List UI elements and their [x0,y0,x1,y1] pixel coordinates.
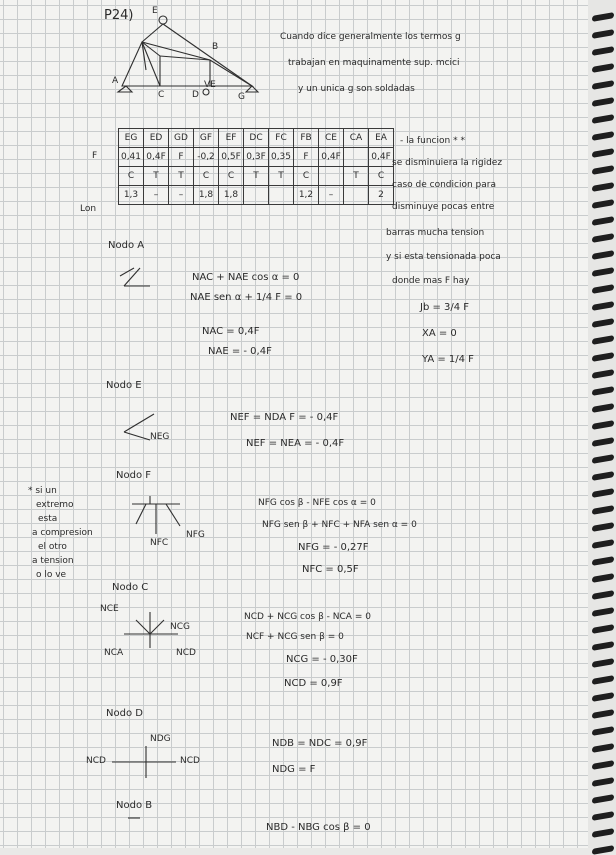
table-row-label-force: F [92,151,98,161]
table-force-cell: 0,3F [244,148,269,167]
side-note-line-6: y si esta tensionada poca [386,252,501,262]
header-note-line-1: Cuando dice generalmente los termos g [280,32,461,42]
truss-label-c: C [158,90,165,100]
table-header-cell: FC [269,129,294,148]
table-header-cell: CE [319,129,344,148]
table-row-label-length: Lon [80,204,97,214]
table-header-cell: ED [144,129,169,148]
table-length-cell: 1,8 [219,186,244,205]
side-note-line-1: - la funcion * * [400,136,465,146]
table-type-cell: T [244,167,269,186]
header-note-line-3: y un unica g son soldadas [298,84,415,94]
truss-label-g: G [238,92,245,102]
table-header-cell: GD [169,129,194,148]
side-note-line-3: caso de condicion para [392,180,496,190]
reaction-jb: Jb = 3/4 F [420,302,470,313]
node-f-label-nfg: NFG [186,530,205,540]
table-force-cell: -0,2 [194,148,219,167]
node-f-label-nfc: NFC [150,538,169,548]
node-d-title: Nodo D [106,708,143,719]
margin-note-line-2: extremo [36,500,74,510]
table-header-cell: CA [344,129,369,148]
node-c-eq-3: NCG = - 0,30F [286,654,358,665]
node-e-eq-1: NEF = NDA F = - 0,4F [230,412,339,423]
node-f-eq-4: NFC = 0,5F [302,564,359,575]
table-type-cell: C [369,167,394,186]
margin-note-line-1: * si un [28,486,57,496]
node-f-eq-1: NFG cos β - NFE cos α = 0 [258,498,376,508]
truss-label-e: E [152,6,158,16]
table-header-cell: EF [219,129,244,148]
truss-label-d: D [192,90,199,100]
table-length-cell [344,186,369,205]
node-e-eq-2: NEF = NEA = - 0,4F [246,438,345,449]
node-e-label-neg: NEG [150,432,170,442]
table-type-cell: T [344,167,369,186]
table-force-cell: 0,4F [319,148,344,167]
side-note-line-4: disminuye pocas entre [392,202,495,212]
node-c-title: Nodo C [112,582,149,593]
table-type-cell: T [144,167,169,186]
table-length-cell [244,186,269,205]
table-force-row [119,148,394,167]
table-force-cell: 0,35 [269,148,294,167]
table-force-cell: 0,4F [144,148,169,167]
table-force-cell: 0,41 [119,148,144,167]
node-c-label-ncg: NCG [170,622,190,632]
table-length-cell: – [144,186,169,205]
node-c-eq-4: NCD = 0,9F [284,678,343,689]
node-d-label-ncd-left: NCD [86,756,106,766]
table-force-cell: F [169,148,194,167]
margin-note-line-5: el otro [38,542,67,552]
table-type-row [119,167,394,186]
side-note-line-2: se disminuiera la rigidez [392,158,503,168]
table-length-cell: – [319,186,344,205]
table-header-cell: DC [244,129,269,148]
table-force-cell [344,148,369,167]
node-c-eq-1: NCD + NCG cos β - NCA = 0 [244,612,371,622]
node-c-label-nca: NCA [104,648,124,658]
node-d-eq-2: NDG = F [272,764,316,775]
truss-outline [122,42,252,86]
table-header-row [119,129,394,148]
member-forces-table [118,128,394,205]
node-a-title: Nodo A [108,240,145,251]
reaction-xa: XA = 0 [422,328,457,339]
table-length-cell: 1,8 [194,186,219,205]
margin-note-line-4: a compresion [32,528,93,538]
node-a-eq-4: NAE = - 0,4F [208,346,272,357]
table-header-cell: GF [194,129,219,148]
problem-label: P24) [104,8,134,23]
node-a-eq-1: NAC + NAE cos α = 0 [192,272,300,283]
node-d-eq-1: NDB = NDC = 0,9F [272,738,368,749]
table-header-cell: FB [294,129,319,148]
table-force-cell: F [294,148,319,167]
reaction-ya: YA = 1/4 F [422,354,474,365]
table-header-cell: EG [119,129,144,148]
node-f-title: Nodo F [116,470,151,481]
table-length-cell [269,186,294,205]
node-e-title: Nodo E [106,380,142,391]
node-c-label-ncd: NCD [176,648,196,658]
table-type-cell: C [219,167,244,186]
node-a-eq-3: NAC = 0,4F [202,326,260,337]
truss-label-a: A [112,76,119,86]
table-force-cell: 0,5F [219,148,244,167]
table-length-cell: 2 [369,186,394,205]
node-c-label-nce: NCE [100,604,119,614]
table-type-cell: C [194,167,219,186]
table-type-cell: C [294,167,319,186]
header-note-line-2: trabajan en maquinamente sup. mcici [288,58,460,68]
side-note-line-5: barras mucha tension [386,228,485,238]
table-type-cell: C [119,167,144,186]
table-length-cell: – [169,186,194,205]
table-type-cell: T [269,167,294,186]
table-type-cell [319,167,344,186]
margin-note-line-6: a tension [32,556,74,566]
node-b-eq-1: NBD - NBG cos β = 0 [266,822,371,833]
node-c-eq-2: NCF + NCG sen β = 0 [246,632,344,642]
node-d-label-ndg: NDG [150,734,171,744]
node-a-eq-2: NAE sen α + 1/4 F = 0 [190,292,303,303]
table-force-cell: 0,4F [369,148,394,167]
table-header-cell: EA [369,129,394,148]
node-b-title: Nodo B [116,800,153,811]
node-d-label-ncd-right: NCD [180,756,200,766]
truss-label-b: B [212,42,219,52]
table-length-cell: 1,3 [119,186,144,205]
table-type-cell: T [169,167,194,186]
node-f-eq-3: NFG = - 0,27F [298,542,369,553]
margin-note-line-3: esta [38,514,58,524]
margin-note-line-7: o lo ve [36,570,67,580]
node-f-eq-2: NFG sen β + NFC + NFA sen α = 0 [262,520,417,530]
side-note-line-7: donde mas F hay [392,276,470,286]
truss-label-ve: VE [204,80,216,90]
table-length-cell: 1,2 [294,186,319,205]
table-length-row [119,186,394,205]
